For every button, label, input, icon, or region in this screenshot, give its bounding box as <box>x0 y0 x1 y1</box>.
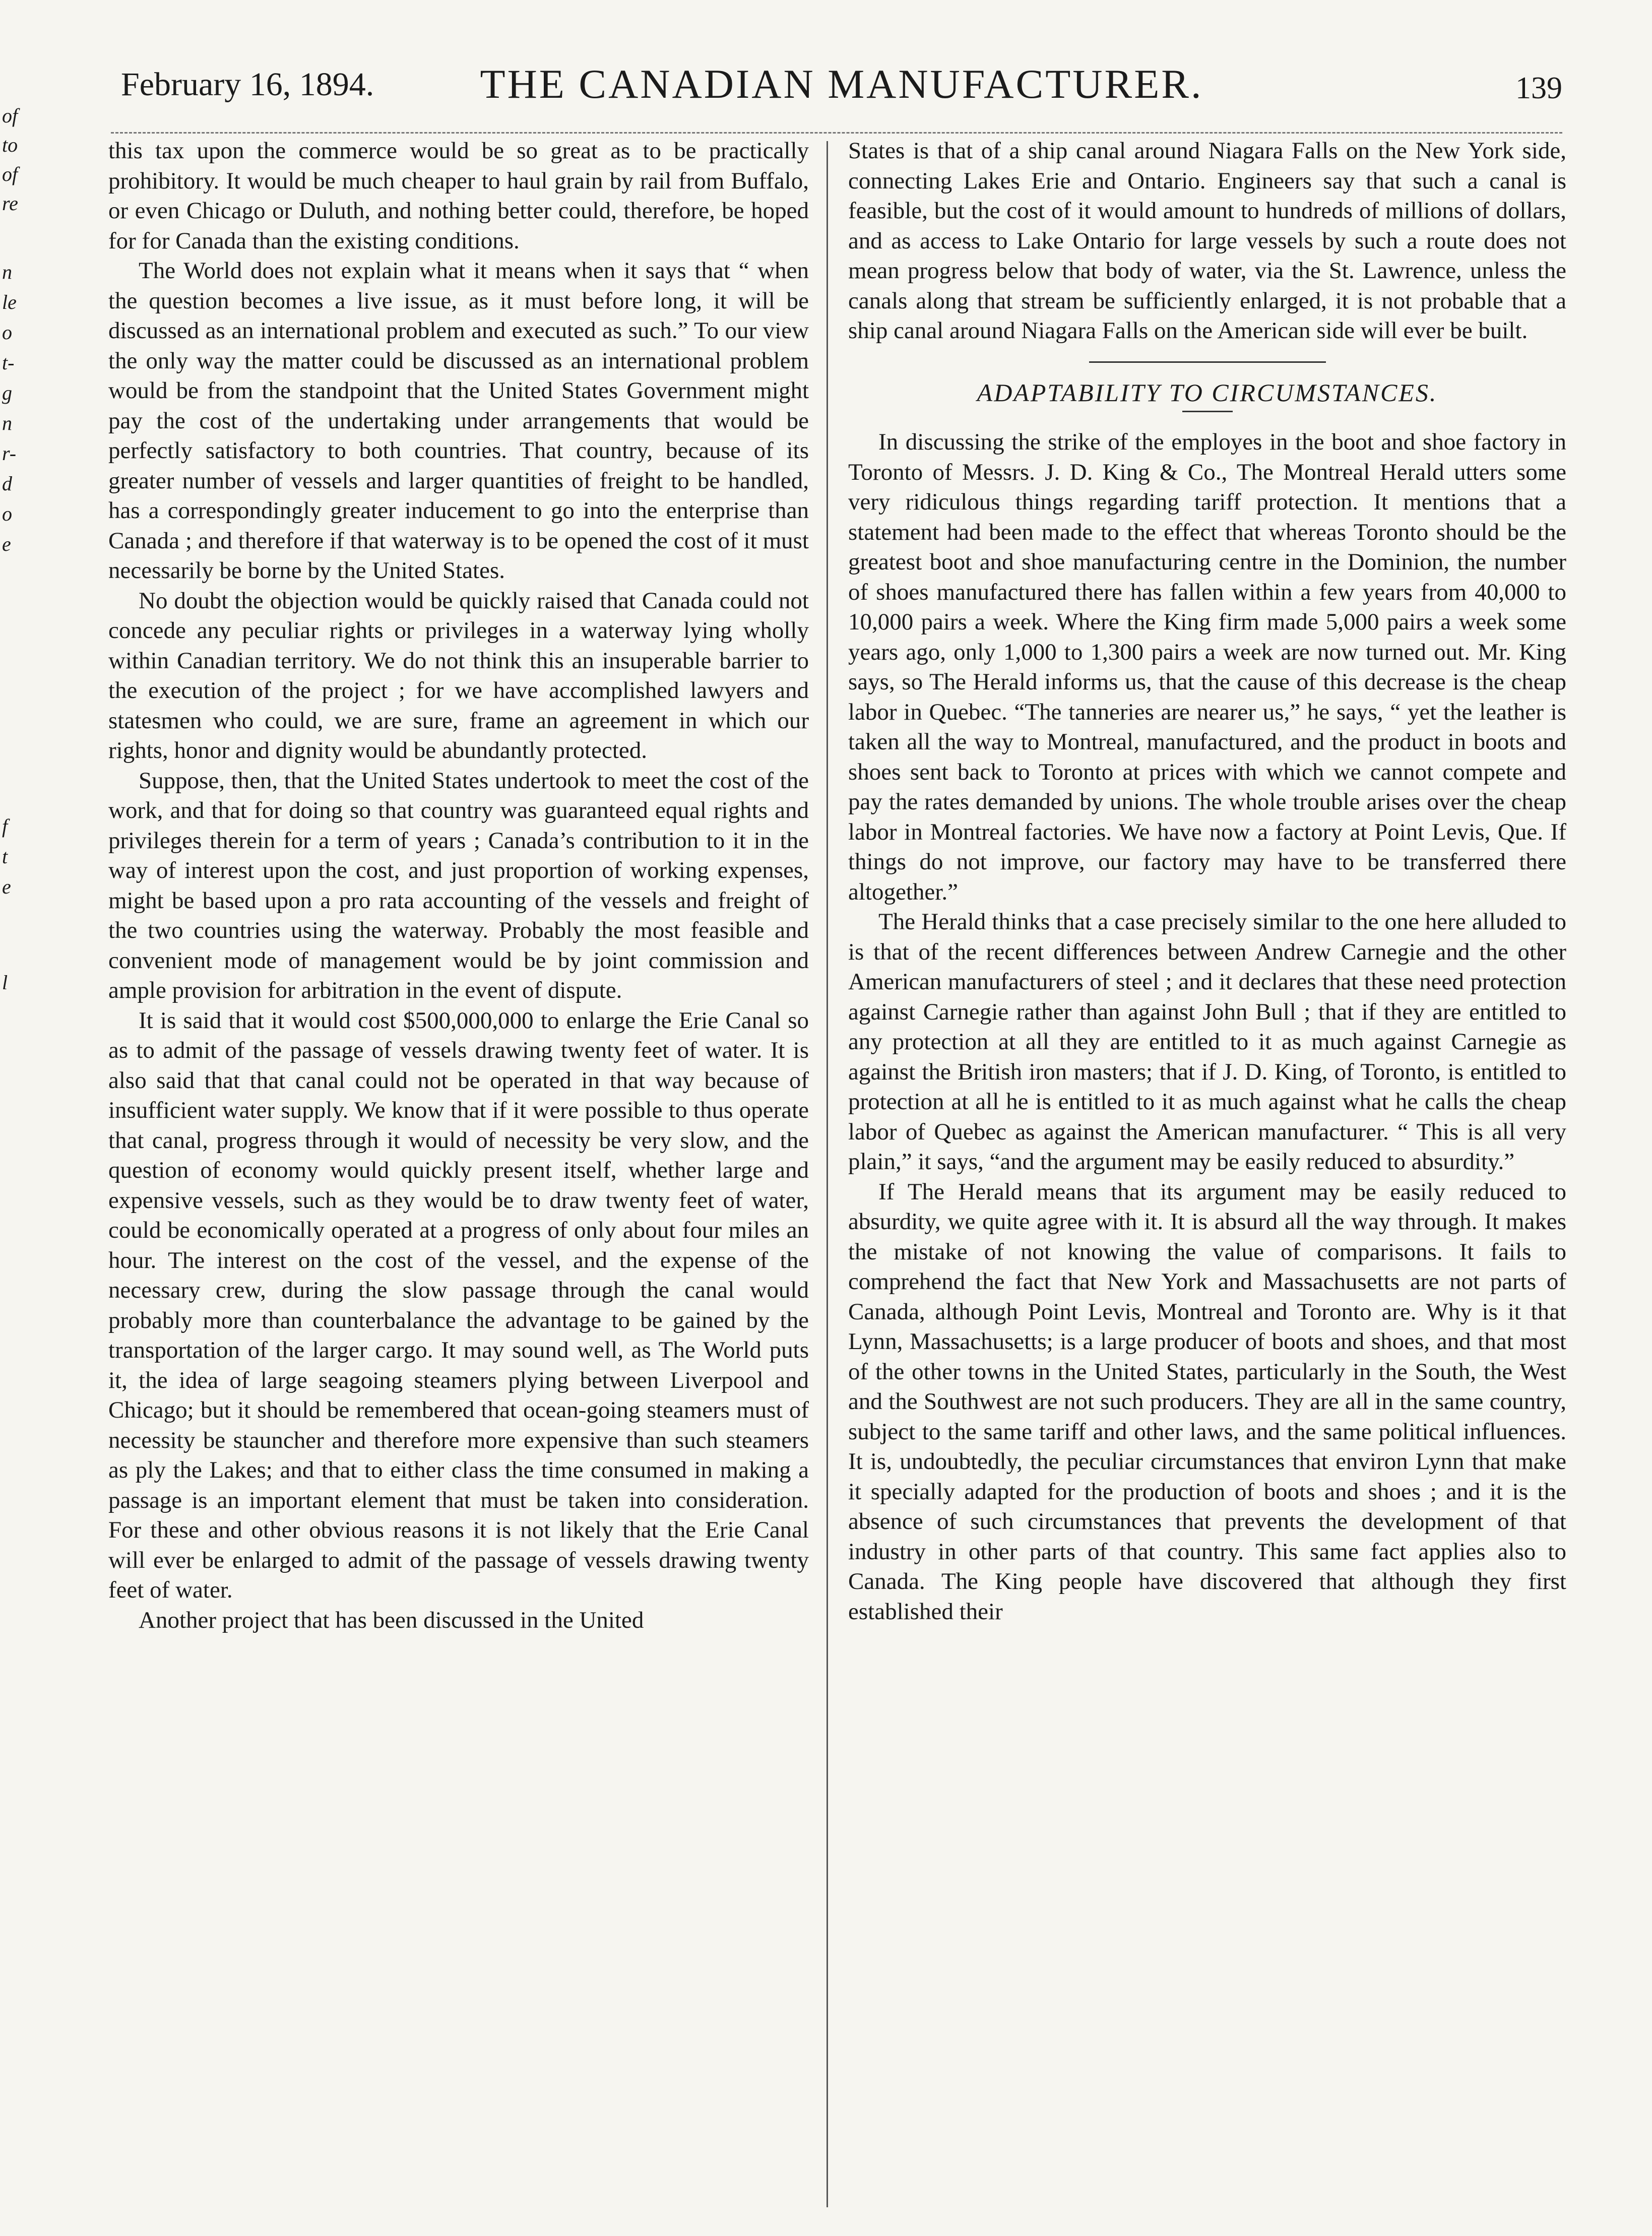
paragraph: States is that of a ship canal around Niagara Falls on the New York side, connecting Lakes Erie and Ontario. Engineers say that such a canal is feasible, but the cost of it would amount to hundreds of millions of dollars, and as access to Lake Ontario for large vessels by such a route does not mean progress below that body of water, via the St. Lawrence, unless the canals along that stream be sufficiently enlarged, it is not probable that a ship canal around Niagara Falls on the American side will ever be built. <box>848 138 1566 344</box>
edge-fragment: g <box>2 381 12 404</box>
paragraph: The World does not explain what it means when it says that “ when the question becomes a live issue, as it must before long, it will be discussed as an international problem and executed as such.” To our view the only way the matter could be discussed as an international problem would be from the standpoint that the United States Government might pay the cost of the undertaking under arrangements that would be perfectly satisfactory to both countries. That country, because of its greater number of vessels and larger quantities of freight to be handled, has a correspondingly greater inducement to go into the enterprise than Canada ; and therefore if that waterway is to be opened the cost of it must necessarily be borne by the United States. <box>108 258 809 584</box>
edge-fragment: t- <box>2 351 15 374</box>
paragraph: Suppose, then, that the United States undertook to meet the cost of the work, and that for doing so that country was guaranteed equal rights and privileges therein for a term of years ; Canada’s contribution to it in the way of interest upon the cost, and just proportion of working expenses, might be based upon a pro rata accounting of the vessels and freight of the two countries using the waterway. Probably the most feasible and convenient mode of management would be by joint commission and ample provision for arbitration in the event of dispute. <box>108 767 809 1003</box>
edge-fragment: l <box>2 971 8 994</box>
edge-fragment: r- <box>2 442 17 465</box>
adjacent-page-edge <box>0 96 30 1204</box>
issue-date: February 16, 1894. <box>121 66 374 103</box>
paragraph: this tax upon the commerce would be so great as to be practically prohibitory. It would be much cheaper to haul grain by rail from Buffalo, or even Chicago or Duluth, and nothing better could, therefore, be hoped for for Canada than the existing conditions. <box>108 138 809 254</box>
section-rule <box>1089 361 1326 363</box>
publication-title: THE CANADIAN MANUFACTURER. <box>480 61 1203 107</box>
edge-fragment: to <box>2 134 18 156</box>
edge-fragment: re <box>2 192 18 215</box>
edge-fragment: d <box>2 472 12 495</box>
edge-fragment: t <box>2 845 8 868</box>
section-heading: ADAPTABILITY TO CIRCUMSTANCES. <box>977 378 1438 407</box>
paragraph: The Herald thinks that a case precisely similar to the one here alluded to is that of the recent differences between Andrew Carnegie and the other American manufacturers of steel ; and it declares that these need protection against Carnegie rather than against John Bull ; that if they are entitled to any protection at all they are entitled to it as much against Carnegie as against the British iron masters; that if J. D. King, of Toronto, is entitled to protection at all he is entitled to it as much against what he calls the cheap labor of Quebec as against the American manufacturer. “ This is all very plain,” it says, “and the argument may be easily reduced to absurdity.” <box>848 909 1566 1175</box>
left-column <box>108 136 809 1635</box>
edge-fragment: e <box>2 875 11 898</box>
section-short-rule <box>1182 411 1233 412</box>
edge-fragment: o <box>2 321 12 344</box>
edge-fragment: o <box>2 502 12 525</box>
page-header <box>121 55 1562 126</box>
edge-fragment: f <box>2 815 8 838</box>
paragraph: No doubt the objection would be quickly raised that Canada could not concede any peculiar rights or privileges in a waterway lying wholly within Canadian territory. We do not think this an insuperable barrier to the execution of the project ; for we have accomplished lawyers and statesmen who could, we are sure, frame an agreement in which our rights, honor and dignity would be abundantly protected. <box>108 587 809 763</box>
edge-fragment: of <box>2 104 18 127</box>
paragraph: It is said that it would cost $500,000,000 to enlarge the Erie Canal so as to admit of the passage of vessels drawing twenty feet of water. It is also said that that canal could not be operated in that way because of insufficient water supply. We know that if it were possible to thus operate that canal, progress through it would of necessity be very slow, and the question of economy would quickly present itself, whether large and expensive vessels, such as they would be to draw twenty feet of water, could be economically operated at a progress of only about four miles an hour. The interest on the cost of the vessel, and the expense of the necessary crew, during the slow passage through the canal would probably more than counterbalance the advantage to be gained by the transportation of the larger cargo. It may sound well, as The World puts it, the idea of large seagoing steamers plying between Liverpool and Chicago; but it should be remembered that ocean-going steamers must of necessity be stauncher and therefore more expensive than such steamers as ply the Lakes; and that to either class the time consumed in making a passage is an important element that must be taken into consideration. For these and other obvious reasons it is not likely that the Erie Canal will ever be enlarged to admit of the passage of vessels drawing twenty feet of water. <box>108 1007 809 1603</box>
column-divider <box>827 141 828 2207</box>
edge-fragment: n <box>2 412 12 434</box>
header-rule <box>111 132 1562 134</box>
paragraph: Another project that has been discussed in the United <box>139 1607 644 1633</box>
edge-fragment: n <box>2 261 12 283</box>
edge-fragment: le <box>2 291 17 313</box>
paragraph: In discussing the strike of the employes in the boot and shoe factory in Toronto of Messrs. J. D. King & Co., The Montreal Herald utters some very ridiculous things regarding tariff protection. It mentions that a statement had been made to the effect that whereas Toronto should be the greatest boot and shoe manufacturing centre in the Dominion, the number of shoes manufactured there has fallen within a few years from 40,000 to 10,000 pairs a week. Where the King firm made 5,000 pairs a week some years ago, only 1,000 to 1,300 pairs a week are now turned out. Mr. King says, so The Herald informs us, that the cause of this decrease is the cheap labor in Quebec. “The tanneries are nearer us,” he says, “ yet the leather is taken all the way to Montreal, manufactured, and the product in boots and shoes sent back to Toronto at prices with which we cannot compete and pay the rates demanded by unions. The whole trouble arises over the cheap labor in Montreal factories. We have now a factory at Point Levis, Que. If things do not improve, our factory may have to be transferred there altogether.” <box>848 429 1566 905</box>
right-column <box>848 136 1566 1627</box>
edge-fragment: e <box>2 533 11 555</box>
paragraph: If The Herald means that its argument may be easily reduced to absurdity, we quite agree with it. It is absurd all the way through. It makes the mistake of not knowing the value of comparisons. It fails to comprehend the fact that New York and Massachusetts are not parts of Canada, although Point Levis, Montreal and Toronto are. Why is it that Lynn, Massachusetts; is a large producer of boots and shoes, and that most of the other towns in the United States, particularly in the South, the West and the Southwest are not such producers. They are all in the same country, subject to the same tariff and other laws, and the same political influences. It is, undoubtedly, the peculiar circumstances that environ Lynn that make it specially adapted for the production of boots and shoes ; and it is the absence of such circumstances that prevents the development of that industry in other parts of that country. This same fact applies also to Canada. The King people have discovered that although they first established their <box>848 1178 1566 1625</box>
edge-fragment: of <box>2 163 18 185</box>
page-number: 139 <box>1515 71 1562 105</box>
